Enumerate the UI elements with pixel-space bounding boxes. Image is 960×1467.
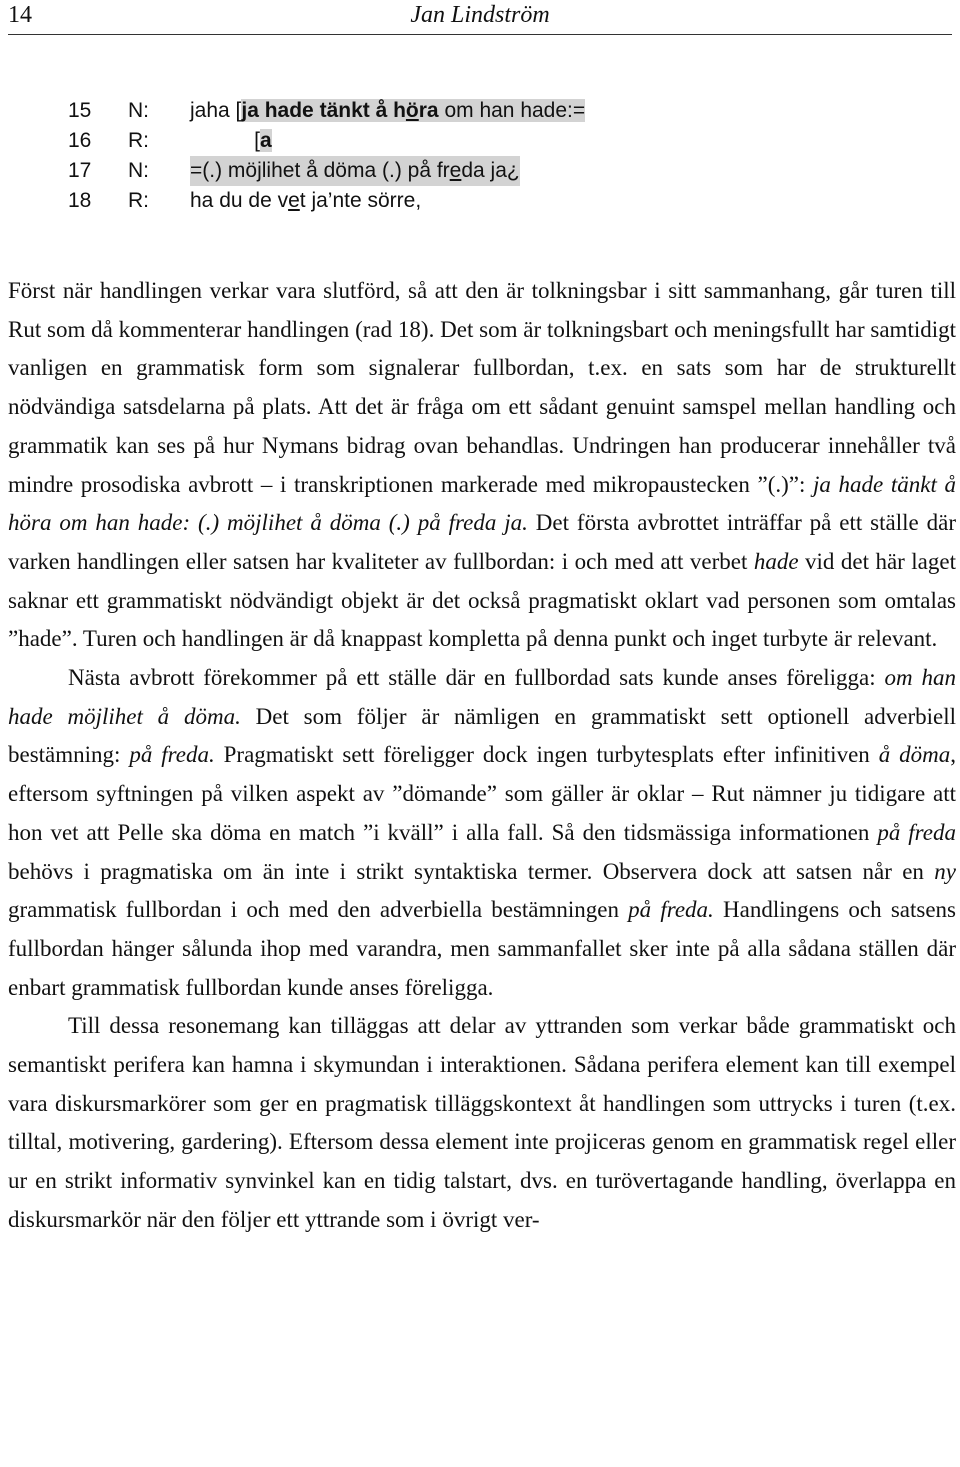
speaker-label: N:: [128, 159, 149, 182]
highlight-text: ra: [418, 99, 439, 122]
utterance: [190, 96, 585, 126]
italic-quote: på freda: [877, 819, 956, 845]
paragraph: [8, 1007, 956, 1239]
line-number: 15: [68, 99, 92, 122]
italic-quote: ny: [934, 858, 956, 884]
paragraph-text: Handlingens och satsens fullbordan hänger sålunda ihop med varandra, men sammanfallet sker inte på alla sådana ställen där enbart grammatisk fullbordan kunde anses föreligga.: [8, 897, 956, 1000]
speaker-label: N:: [128, 99, 149, 122]
italic-quote: om han hade möjlihet å döma.: [8, 665, 956, 729]
body-text: [8, 272, 956, 1240]
paragraph-text: grammatisk fullbordan i och med den adverbiella bestämningen: [8, 897, 629, 923]
transcript-line: [68, 96, 585, 126]
running-header: [8, 0, 952, 35]
paragraph-text: behövs i pragmatiska om än inte i strikt syntaktiska termer. Observera dock att satsen når en: [8, 858, 935, 884]
speaker-label: R:: [128, 129, 149, 152]
paragraph-text: Först när handlingen verkar vara slutförd, så att den är tolkningsbar i sitt sammanhang, går turen till Rut som då kommenterar handlingen (rad 18).: [8, 278, 956, 342]
highlighted-continuation: om han hade:=: [438, 99, 586, 122]
utterance-text: [: [190, 129, 261, 152]
transcript-line: [68, 126, 585, 156]
paragraph: [8, 272, 956, 659]
transcript-line: [68, 156, 585, 186]
paragraph-text: , eftersom syftningen på vilken aspekt av ”dömande” som gäller är oklar – Rut nämner ju tidigare att hon vet att Pelle ska döma en match ”i kväll” i alla fall. Så den tidsmässiga informationen: [8, 742, 956, 845]
paragraph: [8, 659, 956, 1007]
italic-quote: hade: [753, 548, 799, 574]
utterance-text: da ja¿: [461, 159, 520, 182]
paragraph-text: Det första avbrottet inträffar på ett ställe där varken handlingen eller satsen har kvaliteter av fullbordan: i och med att verbet: [8, 510, 956, 574]
paragraph-text: Till dessa resonemang kan tilläggas att delar av yttranden som verkar både grammatiskt och semantiskt perifera kan hamna i skymundan i interaktionen. Sådana perifera element kan till exempel vara diskursmarkörer som ger en pragmatisk tilläggskontext åt handlingen som uttrycks i turen (t.ex. tilltal, motivering, gardering). Eftersom dessa element inte projiceras genom en grammatisk regel eller ur en strikt informativ synvinkel kan en tidig talstart, dvs. en turövertagande handling, överlappa en diskursmarkör när den följer ett yttrande som i övrigt ver-: [8, 1013, 956, 1232]
paragraph-text: vid det här laget saknar ett grammatiskt nödvändigt objekt är det också pragmatiskt oklart vad personen som omtalas ”hade”. Turen och handlingen är då knappast kompletta på denna punkt och inget turbyte är relevant.: [8, 548, 956, 652]
utterance-text: ha du de v: [190, 189, 289, 212]
highlight-text: ja hade tänkt å h: [241, 99, 406, 122]
utterance: [190, 186, 421, 216]
highlighted-overlap: [241, 99, 438, 122]
paragraph-text: Pragmatiskt sett föreligger dock ingen turbytesplats efter infinitiven: [214, 742, 879, 768]
stressed-syllable: e: [288, 189, 300, 212]
italic-quote: på freda.: [628, 897, 714, 923]
paragraph-text: Det som är tolkningsbart och meningsfullt har samtidigt vanligen en grammatisk form som signalerar fullbordan, t.ex. en sats som har de strukturellt nödvändiga satsdelarna på plats. Att det är fråga om ett sådant genuint samspel mellan handling och grammatik kan ses på hur Nymans bidrag ovan behandlas. Undringen han producerar innehåller två mindre prosodiska avbrott – i transkriptionen markerade med mikropaustecken ”(.)”:: [8, 316, 957, 497]
transcript-line: [68, 186, 585, 216]
italic-quote: på freda.: [129, 742, 215, 768]
line-number: 17: [68, 159, 92, 182]
highlighted-overlap: a: [260, 129, 272, 152]
line-number: 16: [68, 129, 92, 152]
utterance-text: jaha [: [190, 99, 242, 122]
page-number: 14: [8, 2, 32, 28]
italic-quote: å döma: [878, 742, 951, 768]
stressed-syllable: ö: [405, 99, 419, 122]
italic-quote: ja hade tänkt å höra om han hade: (.) möjlihet å döma (.) på freda ja.: [8, 471, 956, 536]
speaker-label: R:: [128, 189, 149, 212]
utterance-text: t ja’nte sörre,: [299, 189, 422, 212]
transcript-excerpt: [68, 96, 585, 216]
paragraph-text: Det som följer är nämligen en grammatiskt sett optionell adverbiell bestämning:: [8, 703, 956, 768]
stressed-syllable: e: [449, 159, 462, 182]
utterance: [190, 156, 520, 186]
utterance-text: =(.) möjlihet å döma (.) på fr: [190, 159, 450, 182]
line-number: 18: [68, 189, 92, 212]
running-head-author: Jan Lindström: [410, 2, 550, 28]
paragraph-text: Nästa avbrott förekommer på ett ställe där en fullbordad sats kunde anses föreligga:: [68, 665, 885, 691]
utterance: [190, 126, 272, 156]
